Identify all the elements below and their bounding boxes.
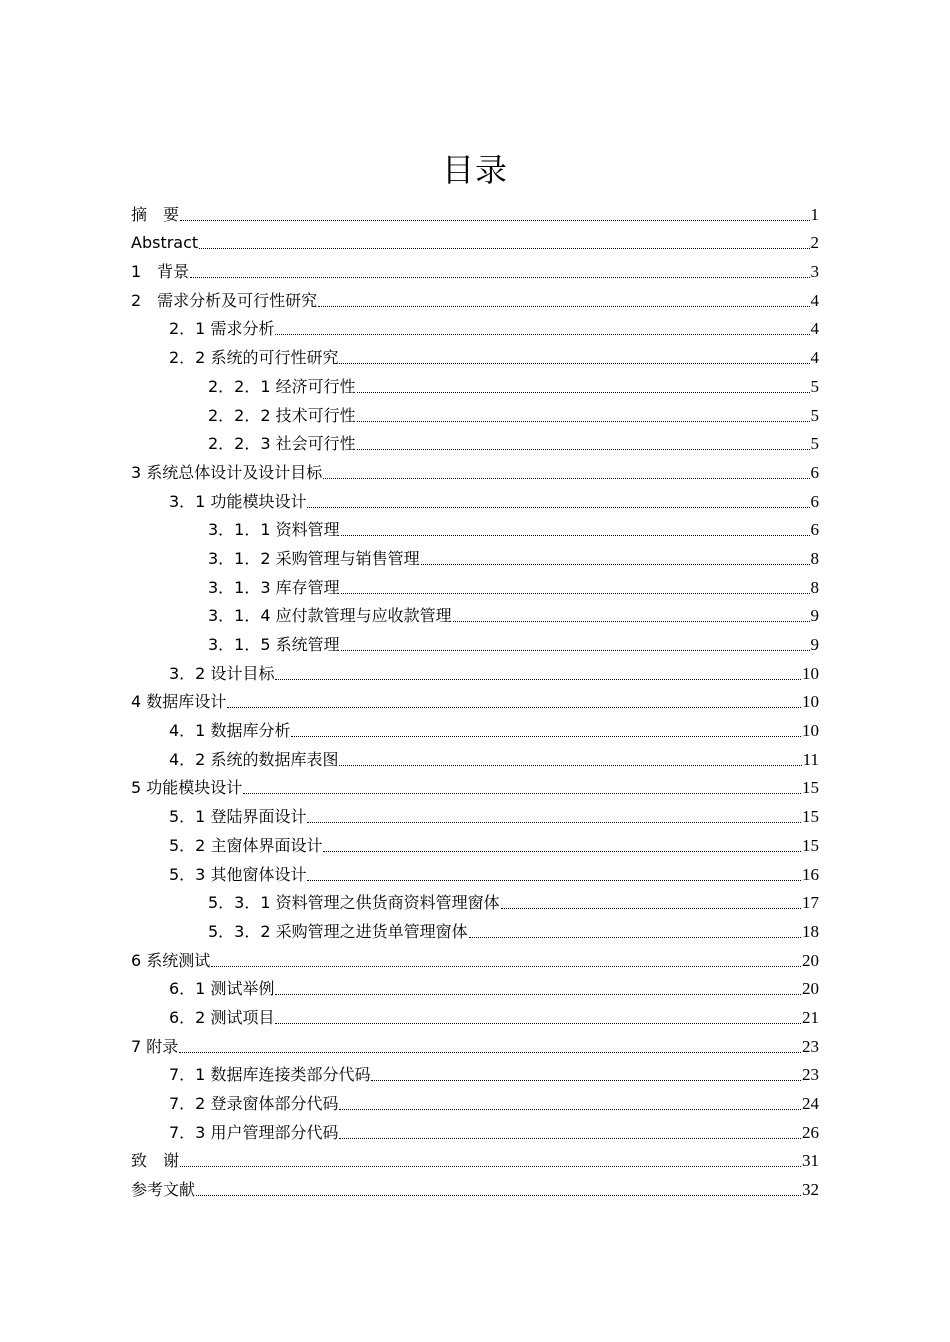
toc-dot-leader xyxy=(227,707,801,708)
toc-entry-title: 2．2．2 技术可行性 xyxy=(208,405,356,425)
toc-entry[interactable] xyxy=(131,255,819,284)
toc-dot-leader xyxy=(190,277,809,278)
toc-entry[interactable] xyxy=(131,571,819,600)
toc-dot-leader xyxy=(339,1109,801,1110)
toc-dot-leader xyxy=(275,679,801,680)
toc-entry-title: 致 谢 xyxy=(131,1151,180,1171)
toc-dot-leader xyxy=(357,392,810,393)
toc-entry-title: 4．2 系统的数据库表图 xyxy=(169,749,339,769)
toc-entry-title: 5 功能模块设计 xyxy=(131,778,243,798)
toc-entry-title: 2．2．1 经济可行性 xyxy=(208,376,356,396)
toc-dot-leader xyxy=(307,507,809,508)
toc-entry-title: 3．1．2 采购管理与销售管理 xyxy=(208,548,420,568)
toc-dot-leader xyxy=(199,248,809,249)
toc-dot-leader xyxy=(243,793,801,794)
toc-entry-page: 23 xyxy=(802,1036,819,1056)
toc-dot-leader xyxy=(318,306,809,307)
toc-entry[interactable] xyxy=(131,714,819,743)
toc-entry-title: 7．1 数据库连接类部分代码 xyxy=(169,1065,371,1085)
toc-dot-leader xyxy=(371,1080,801,1081)
toc-entry-page: 15 xyxy=(802,807,819,827)
toc-entry[interactable] xyxy=(131,915,819,944)
toc-entry-page: 11 xyxy=(802,749,819,769)
toc-dot-leader xyxy=(275,334,809,335)
toc-entry-page: 2 xyxy=(810,233,819,253)
toc-entry-page: 6 xyxy=(810,491,819,511)
toc-entry-page: 10 xyxy=(802,663,819,683)
toc-entry[interactable] xyxy=(131,657,819,686)
toc-entry[interactable] xyxy=(131,456,819,485)
toc-entry-page: 17 xyxy=(802,893,819,913)
toc-dot-leader xyxy=(357,421,810,422)
toc-entry-title: 6．2 测试项目 xyxy=(169,1007,275,1027)
toc-entry[interactable] xyxy=(131,1030,819,1059)
toc-entry[interactable] xyxy=(131,399,819,428)
toc-entry-title: 3．1．5 系统管理 xyxy=(208,635,340,654)
toc-entry-page: 26 xyxy=(802,1122,819,1142)
toc-entry[interactable] xyxy=(131,973,819,1002)
toc-entry-title: 3．1．1 资料管理 xyxy=(208,520,340,540)
toc-entry-page: 20 xyxy=(802,979,819,999)
toc-dot-leader xyxy=(341,650,810,651)
toc-entry[interactable] xyxy=(131,1145,819,1174)
toc-entry[interactable] xyxy=(131,313,819,342)
toc-entry[interactable] xyxy=(131,227,819,256)
toc-dot-leader xyxy=(180,1166,801,1167)
toc-entry[interactable] xyxy=(131,600,819,629)
toc-entry-page: 6 xyxy=(810,520,819,540)
toc-entry-title: 4．1 数据库分析 xyxy=(169,721,291,741)
toc-dot-leader xyxy=(357,449,810,450)
toc-entry[interactable] xyxy=(131,1173,819,1202)
toc-entry[interactable] xyxy=(131,829,819,858)
toc-entry-title: 5．1 登陆界面设计 xyxy=(169,807,307,827)
toc-entry-title: 5．3．1 资料管理之供货商资料管理窗体 xyxy=(208,893,500,913)
toc-dot-leader xyxy=(323,851,801,852)
toc-dot-leader xyxy=(323,478,809,479)
toc-dot-leader xyxy=(307,822,801,823)
toc-entry-page: 5 xyxy=(810,405,819,425)
toc-entry-title: 3 系统总体设计及设计目标 xyxy=(131,462,323,482)
toc-entry[interactable] xyxy=(131,800,819,829)
toc-entry-page: 24 xyxy=(802,1094,819,1113)
toc-entry-title: 6 系统测试 xyxy=(131,950,211,970)
toc-entry-title: 5．3．2 采购管理之进货单管理窗体 xyxy=(208,921,468,941)
toc-entry[interactable] xyxy=(131,485,819,514)
toc-entry[interactable] xyxy=(131,628,819,657)
toc-entry-page: 23 xyxy=(802,1065,819,1085)
toc-dot-leader xyxy=(339,1138,801,1139)
toc-entry-title: 3．1 功能模块设计 xyxy=(169,491,307,511)
toc-entry[interactable] xyxy=(131,858,819,887)
toc-entry-title: 3．1．4 应付款管理与应收款管理 xyxy=(208,606,452,626)
toc-entry-title: 2．2．3 社会可行性 xyxy=(208,434,356,454)
toc-entry-page: 31 xyxy=(802,1151,819,1171)
toc-entry-page: 1 xyxy=(810,204,819,224)
toc-entry-title: 参考文献 xyxy=(131,1180,196,1200)
toc-dot-leader xyxy=(291,736,801,737)
toc-dot-leader xyxy=(339,363,809,364)
toc-entry-page: 8 xyxy=(810,577,819,597)
toc-dot-leader xyxy=(211,966,801,967)
toc-entry-title: 6．1 测试举例 xyxy=(169,979,275,999)
toc-entry-page: 6 xyxy=(810,462,819,482)
toc-entry-page: 5 xyxy=(810,434,819,454)
toc-entry-page: 21 xyxy=(802,1007,819,1027)
toc-dot-leader xyxy=(275,994,801,995)
toc-dot-leader xyxy=(275,1023,801,1024)
toc-title: 目录 xyxy=(441,151,508,189)
toc-entry[interactable] xyxy=(131,743,819,772)
toc-dot-leader xyxy=(196,1195,801,1196)
toc-entry-title: 2．2 系统的可行性研究 xyxy=(169,348,339,368)
toc-entry[interactable] xyxy=(131,514,819,543)
toc-entry-page: 4 xyxy=(810,290,819,310)
toc-entry[interactable] xyxy=(131,341,819,370)
toc-entry[interactable] xyxy=(131,1087,819,1116)
toc-entry-title: 5．2 主窗体界面设计 xyxy=(169,835,323,855)
toc-dot-leader xyxy=(307,880,801,881)
toc-entry-title: 7．3 用户管理部分代码 xyxy=(169,1122,339,1142)
toc-entry-title: 1 背景 xyxy=(131,262,190,282)
toc-dot-leader xyxy=(421,564,810,565)
toc-entry[interactable] xyxy=(131,772,819,801)
toc-dot-leader xyxy=(469,937,801,938)
toc-entry[interactable] xyxy=(131,542,819,571)
toc-entry-page: 18 xyxy=(802,921,819,941)
toc-entry-page: 16 xyxy=(802,864,819,884)
toc-entry[interactable] xyxy=(131,198,819,227)
toc-dot-leader xyxy=(341,535,810,536)
toc-entry-title: 2．1 需求分析 xyxy=(169,319,275,339)
toc-entry[interactable] xyxy=(131,686,819,715)
toc-entry[interactable] xyxy=(131,887,819,916)
toc-entry-title: Abstract xyxy=(131,233,199,253)
toc-dot-leader xyxy=(179,1052,801,1053)
toc-entry-page: 10 xyxy=(802,721,819,741)
toc-dot-leader xyxy=(339,765,801,766)
toc-entry-page: 20 xyxy=(802,950,819,970)
toc-entry[interactable] xyxy=(131,944,819,973)
toc-entry[interactable] xyxy=(131,1116,819,1145)
toc-entry-page: 4 xyxy=(810,319,819,339)
toc-entry[interactable] xyxy=(131,428,819,457)
toc-entry-page: 5 xyxy=(810,376,819,396)
toc-entry-title: 3．2 设计目标 xyxy=(169,663,275,683)
toc-entry-page: 3 xyxy=(810,262,819,282)
toc-entry-title: 3．1．3 库存管理 xyxy=(208,577,340,597)
toc-entry-page: 9 xyxy=(810,635,819,654)
toc-entry[interactable] xyxy=(131,1059,819,1088)
toc-entry-title: 4 数据库设计 xyxy=(131,692,227,712)
toc-entry-title: 5．3 其他窗体设计 xyxy=(169,864,307,884)
toc-entry-page: 32 xyxy=(802,1180,819,1200)
toc-entry-title: 摘 要 xyxy=(131,204,180,224)
toc-entry[interactable] xyxy=(131,1001,819,1030)
toc-entry[interactable] xyxy=(131,284,819,313)
toc-entry-title: 2 需求分析及可行性研究 xyxy=(131,290,318,310)
toc-entry-title: 7．2 登录窗体部分代码 xyxy=(169,1094,339,1113)
toc-entry-page: 9 xyxy=(810,606,819,626)
toc-entry-page: 8 xyxy=(810,548,819,568)
toc-list xyxy=(131,198,819,1202)
toc-dot-leader xyxy=(341,593,810,594)
toc-entry-page: 4 xyxy=(810,348,819,368)
toc-entry-page: 15 xyxy=(802,835,819,855)
toc-entry[interactable] xyxy=(131,370,819,399)
toc-entry-page: 10 xyxy=(802,692,819,712)
toc-dot-leader xyxy=(180,220,809,221)
toc-entry-title: 7 附录 xyxy=(131,1036,179,1056)
toc-entry-page: 15 xyxy=(802,778,819,798)
toc-dot-leader xyxy=(501,908,801,909)
toc-dot-leader xyxy=(453,621,810,622)
